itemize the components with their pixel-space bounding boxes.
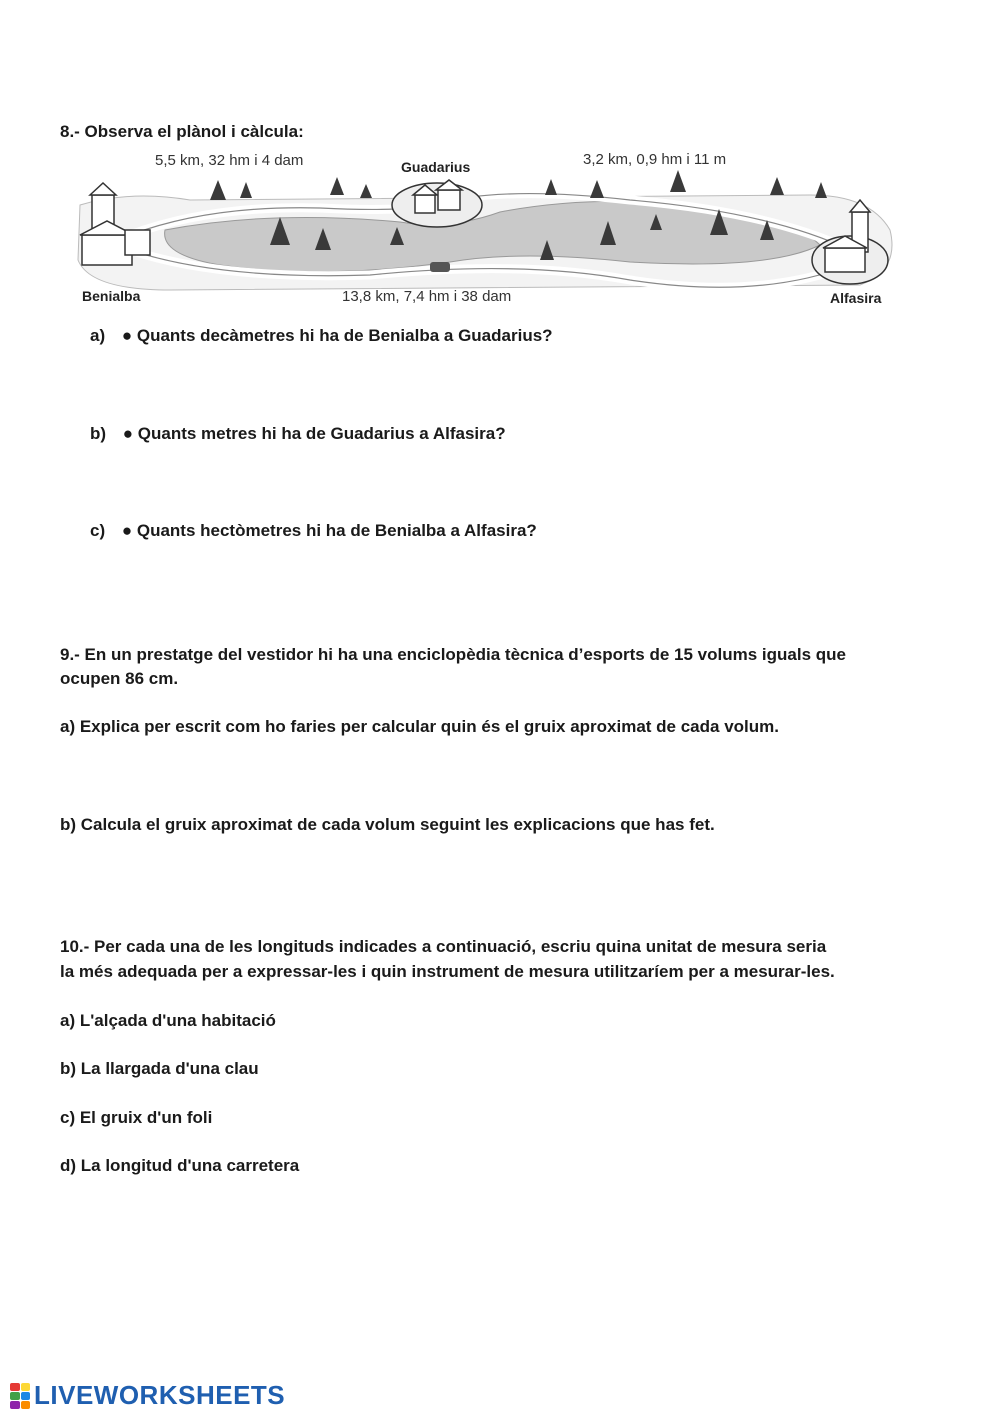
q10-item-b: b) La llargada d'una clau bbox=[60, 1059, 259, 1078]
q10-item-d: d) La longitud d'una carretera bbox=[60, 1156, 300, 1175]
q8-item-b bbox=[90, 424, 506, 444]
q8-item-a-text: ● Quants decàmetres hi ha de Benialba a Guadarius? bbox=[121, 326, 553, 345]
liveworksheets-logo-icon bbox=[10, 1383, 30, 1409]
liveworksheets-logo-text: LIVEWORKSHEETS bbox=[34, 1380, 286, 1410]
q8-item-a-letter: a) bbox=[90, 326, 106, 345]
route-map bbox=[70, 150, 900, 315]
map-distance-benialba-alfasira: 13,8 km, 7,4 hm i 38 dam bbox=[342, 288, 512, 305]
q8-item-c-text: ● Quants hectòmetres hi ha de Benialba a Alfasira? bbox=[121, 521, 537, 540]
map-town-benialba: Benialba bbox=[82, 288, 141, 304]
q8-item-b-letter: b) bbox=[90, 424, 107, 443]
map-distance-benialba-guadarius: 5,5 km, 32 hm i 4 dam bbox=[155, 152, 304, 169]
q9-statement-line1: 9.- En un prestatge del vestidor hi ha una enciclopèdia tècnica d’esports de 15 volums iguals que bbox=[60, 645, 846, 664]
map-distance-guadarius-alfasira: 3,2 km, 0,9 hm i 11 m bbox=[583, 151, 727, 168]
q10-statement-line2: la més adequada per a expressar-les i quin instrument de mesura utilitzaríem per a mesurar-les. bbox=[60, 962, 835, 981]
q9-item-a: a) Explica per escrit com ho faries per calcular quin és el gruix aproximat de cada volum. bbox=[60, 717, 779, 736]
q10-statement-line1: 10.- Per cada una de les longituds indicades a continuació, escriu quina unitat de mesura seria bbox=[60, 937, 827, 956]
q8-item-a bbox=[90, 326, 553, 346]
q8-title: 8.- Observa el plànol i càlcula: bbox=[60, 122, 304, 141]
q10-item-a: a) L'alçada d'una habitació bbox=[60, 1011, 276, 1030]
map-town-guadarius: Guadarius bbox=[401, 159, 471, 175]
q8-item-c-letter: c) bbox=[90, 521, 106, 540]
q8-item-c bbox=[90, 521, 537, 541]
q9-statement-line2: ocupen 86 cm. bbox=[60, 669, 179, 688]
q10-item-c: c) El gruix d'un foli bbox=[60, 1108, 213, 1127]
q8-item-b-text: ● Quants metres hi ha de Guadarius a Alfasira? bbox=[122, 424, 506, 443]
liveworksheets-logo[interactable] bbox=[10, 1380, 285, 1411]
q9-item-b: b) Calcula el gruix aproximat de cada volum seguint les explicacions que has fet. bbox=[60, 815, 715, 834]
map-town-alfasira: Alfasira bbox=[830, 290, 882, 306]
